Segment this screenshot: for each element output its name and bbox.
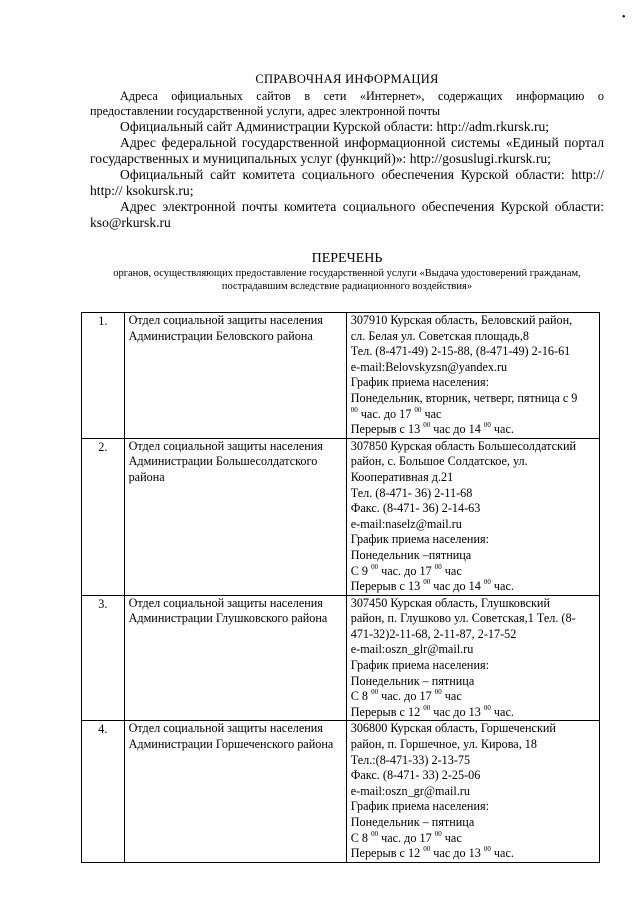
break-text: час.: [493, 422, 514, 437]
agency-name-line: Администрации Глушковского района: [128, 611, 328, 626]
address-line: 307910 Курская область, Беловский район,: [350, 313, 573, 327]
schedule-text: С 8: [350, 830, 369, 845]
break-text: час.: [493, 846, 514, 861]
corner-mark: •: [622, 12, 626, 23]
agency-contacts: [346, 721, 599, 862]
email-line: e-mail:naselz@mail.ru: [350, 516, 462, 531]
schedule-heading: График приема населения:: [350, 658, 489, 673]
superscript: 00: [434, 562, 442, 571]
break-text: Перерыв с 12: [350, 846, 421, 861]
address-line: Кооперативная д.21: [350, 469, 454, 484]
schedule-text: час: [424, 406, 442, 421]
agency-name: [124, 595, 346, 721]
list-subtitle-line-2: пострадавшим вследствие радиационного воздействия»: [221, 280, 473, 292]
schedule-hours: [351, 564, 595, 580]
superscript: 00: [483, 578, 491, 587]
agencies-table: [81, 312, 600, 863]
phone-line: Тел.:(8-471-33) 2-13-75: [350, 752, 471, 767]
break-text: Перерыв с 13: [350, 579, 421, 594]
superscript: 00: [434, 829, 442, 838]
agency-name-line: Администрации Большесолдатского: [128, 454, 318, 469]
agency-name-line: Администрации Горшеченского района: [128, 737, 334, 752]
schedule-days: Понедельник – пятница: [350, 815, 475, 829]
fax-line: Факс. (8-471- 33) 2-25-06: [350, 768, 481, 783]
schedule-days: Понедельник –пятница: [350, 547, 472, 562]
row-number: 3.: [82, 595, 125, 721]
address-line: 307450 Курская область, Глушковский: [350, 595, 550, 610]
address-line: район, п. Глушково ул. Советская,1 Тел. (8-: [350, 611, 576, 626]
schedule-days: Понедельник – пятница: [350, 673, 475, 688]
break-text: час.: [493, 579, 514, 594]
table-row: [82, 595, 600, 721]
admin-site-paragraph: Официальный сайт Администрации Курской области: http://adm.rkursk.ru;: [120, 119, 550, 134]
break-text: час до 13: [433, 846, 481, 861]
agency-name-line: Администрации Беловского района: [128, 328, 313, 343]
break-text: час до 14: [433, 422, 481, 437]
address-line: район, п. Горшечное, ул. Кирова, 18: [350, 737, 537, 752]
email-line: e-mail:oszn_glr@mail.ru: [350, 642, 474, 657]
agency-name-line: Отдел социальной защиты населения: [128, 595, 323, 610]
email-line: e-mail:oszn_gr@mail.ru: [350, 783, 470, 798]
list-subtitle: [90, 268, 604, 293]
superscript: 00: [483, 421, 491, 430]
address-line: 306800 Курская область, Горшеченский: [350, 721, 556, 736]
superscript: 00: [371, 829, 379, 838]
agency-name-line: Отдел социальной защиты населения: [128, 313, 323, 327]
table-row: [82, 438, 600, 595]
table-row: [82, 721, 600, 862]
document-page: [90, 72, 604, 307]
schedule-text: час. до 17: [381, 830, 432, 845]
schedule-hours: [351, 407, 595, 423]
agency-name: [124, 313, 346, 439]
schedule-heading: График приема населения:: [350, 375, 489, 390]
schedule-text: час: [444, 830, 462, 845]
schedule-hours: [351, 689, 595, 705]
break-hours: [351, 846, 595, 862]
superscript: 00: [423, 703, 431, 712]
superscript: 00: [423, 845, 431, 854]
superscript: 00: [423, 578, 431, 587]
superscript: 00: [371, 562, 379, 571]
superscript: 00: [371, 688, 379, 697]
superscript: 00: [350, 405, 358, 414]
break-text: час до 14: [433, 579, 481, 594]
address-line: сл. Белая ул. Советская площадь,8: [350, 328, 529, 343]
schedule-text: час. до 17: [360, 406, 412, 421]
agency-name: [124, 721, 346, 862]
phone-line: Тел. (8-471- 36) 2-11-68: [350, 485, 473, 500]
row-number: 4.: [82, 721, 125, 862]
phone-line: 471-32)2-11-68, 2-11-87, 2-17-52: [350, 626, 517, 641]
list-subtitle-line-1: органов, осуществляющих предоставление государственной услуги «Выдача удостоверений гражданам,: [113, 268, 581, 279]
committee-email-paragraph: Адрес электронной почты комитета социального обеспечения Курской области: kso@rkursk.ru: [90, 199, 604, 230]
phone-line: Тел. (8-471-49) 2-15-88, (8-471-49) 2-16-61: [350, 344, 571, 359]
address-line: 307850 Курская область Большесолдатский: [350, 438, 577, 453]
break-hours: [351, 422, 595, 438]
agency-name-line: Отдел социальной защиты населения: [128, 721, 323, 736]
schedule-days: Понедельник, вторник, четверг, пятница с 9: [350, 390, 578, 405]
agency-contacts: [346, 313, 599, 439]
schedule-hours: [351, 831, 595, 847]
break-hours: [351, 579, 595, 595]
superscript: 00: [483, 845, 491, 854]
break-text: час.: [493, 704, 514, 719]
break-text: Перерыв с 13: [350, 422, 421, 437]
superscript: 00: [423, 421, 431, 430]
schedule-heading: График приема населения:: [350, 532, 489, 547]
list-title: ПЕРЕЧЕНЬ: [311, 251, 383, 266]
schedule-text: час: [444, 563, 462, 578]
schedule-text: час. до 17: [381, 563, 432, 578]
row-number: 2.: [82, 438, 125, 595]
superscript: 00: [434, 688, 442, 697]
agency-name-line: района: [128, 469, 165, 484]
row-number: 1.: [82, 313, 125, 439]
break-text: час до 13: [433, 704, 481, 719]
schedule-heading: График приема населения:: [350, 799, 489, 814]
committee-site-paragraph: Официальный сайт комитета социального обеспечения Курской области: http:// http:// ksokursk.ru;: [90, 167, 604, 198]
table-row: [82, 313, 600, 439]
intro-paragraph: Адреса официальных сайтов в сети «Интернет», содержащих информацию о предоставлении государственной услуги, адрес электронной почты: [90, 89, 604, 118]
address-line: район, с. Большое Солдатское, ул.: [350, 454, 528, 469]
schedule-text: час. до 17: [381, 689, 432, 704]
portal-paragraph: Адрес федеральной государственной информационной системы «Единый портал государственных и муниципальных услуг (функций)»: http://gosuslugi.rkursk.ru;: [90, 135, 604, 166]
agency-name-line: Отдел социальной защиты населения: [128, 438, 323, 453]
agency-name: [124, 438, 346, 595]
break-text: Перерыв с 12: [350, 704, 421, 719]
superscript: 00: [414, 405, 422, 414]
agency-contacts: [346, 595, 599, 721]
schedule-text: час: [444, 689, 462, 704]
superscript: 00: [483, 703, 491, 712]
agency-contacts: [346, 438, 599, 595]
email-line: e-mail:Belovskyzsn@yandex.ru: [350, 359, 508, 374]
schedule-text: С 9: [350, 563, 369, 578]
break-hours: [351, 705, 595, 721]
page-title: СПРАВОЧНАЯ ИНФОРМАЦИЯ: [255, 72, 439, 86]
schedule-text: С 8: [350, 689, 369, 704]
fax-line: Факс. (8-471- 36) 2-14-63: [350, 501, 481, 516]
